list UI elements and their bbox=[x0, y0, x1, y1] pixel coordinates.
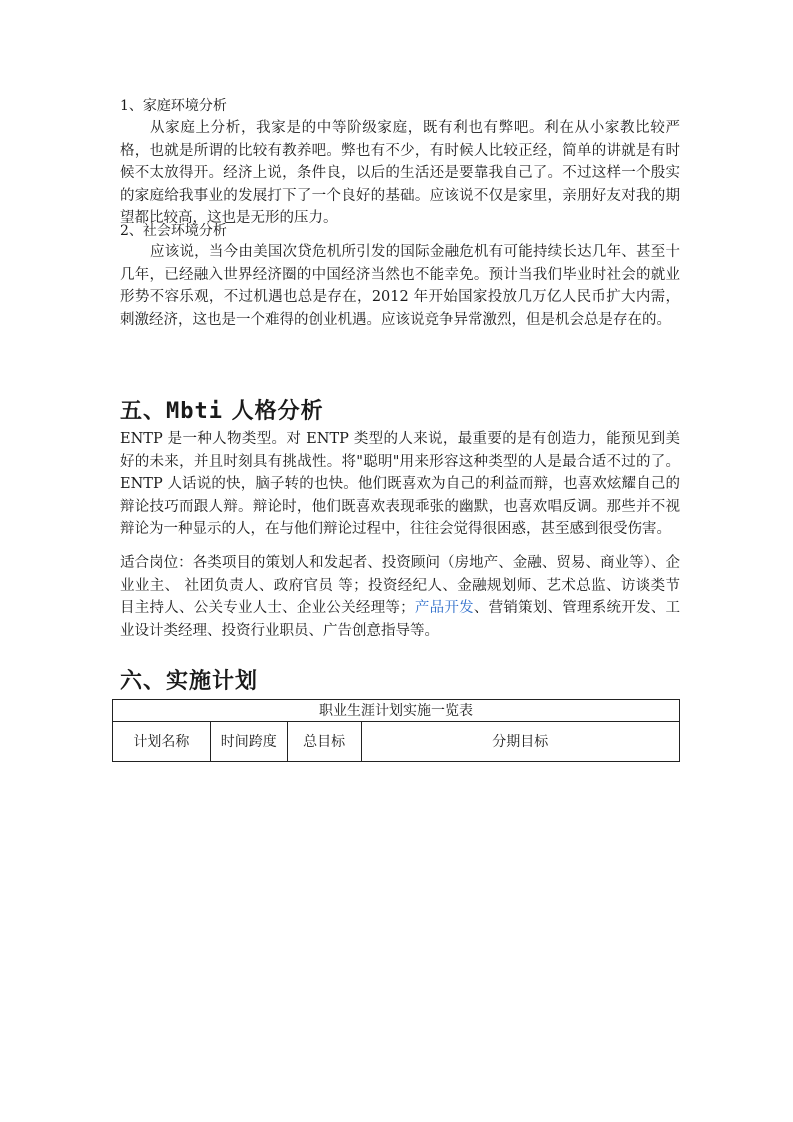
product-development-link[interactable]: 产品开发 bbox=[414, 600, 474, 616]
society-analysis-heading: 2、社会环境分析 bbox=[120, 223, 227, 239]
family-analysis-heading: 1、家庭环境分析 bbox=[120, 98, 227, 114]
entp-description: ENTP 是一种人物类型。对 ENTP 类型的人来说，最重要的是有创造力，能预见到美好的未来，并且时刻具有挑战性。将"聪明"用来形容这种类型的人是最合适不过的了。 ENTP 人话说的快，脑子转的也快。他们既喜欢为自己的利益而辩，也喜欢炫耀自己的辩论技巧而跟人辩。辩论时，他们既喜欢表现乖张的幽默，也喜欢唱反调。那些并不视辩论为一种显示的人，在与他们辩论过程中，往往会觉得很困惑，甚至感到很受伤害。 bbox=[120, 431, 680, 537]
mbti-title-mono: Mbti bbox=[166, 399, 223, 424]
table-header-overall-goal: 总目标 bbox=[287, 722, 361, 762]
mbti-title-suffix: 人格分析 bbox=[223, 399, 324, 424]
table-caption: 职业生涯计划实施一览表 bbox=[113, 700, 680, 722]
table-header-time-span: 时间跨度 bbox=[210, 722, 287, 762]
career-plan-table bbox=[112, 699, 680, 762]
mbti-title-prefix: 五、 bbox=[120, 399, 167, 424]
suitable-jobs bbox=[120, 552, 680, 642]
suitable-jobs-text-a: 适合岗位：各类项目的策划人和发起者、投资顾问（房地产、金融、贸易、商业等）、企业业主、 社团负责人、政府官员 等；投资经纪人、金融规划师、艺术总监、访谈类节目主持人、公关专业人士、企业公关经理等； bbox=[120, 555, 680, 616]
mbti-section-title bbox=[120, 394, 324, 425]
table-header-phase-goals: 分期目标 bbox=[361, 722, 679, 762]
suitable-jobs-text-b: 、营销策划、管理系统开发、工业设计类经理、投资行业职员、广告创意指导等。 bbox=[120, 600, 681, 639]
family-analysis-body: 从家庭上分析，我家是的中等阶级家庭，既有利也有弊吧。利在从小家教比较严格，也就是所谓的比较有教养吧。弊也有不少，有时候人比较正经，简单的讲就是有时候不太放得开。经济上说，条件良，以后的生活还是要靠我自己了。不过这样一个殷实的家庭给我事业的发展打下了一个良好的基础。应该说不仅是家里，亲朋好友对我的期望都比较高，这也是无形的压力。 bbox=[120, 120, 680, 226]
society-analysis-body: 应该说，当今由美国次贷危机所引发的国际金融危机有可能持续长达几年、甚至十几年，已经融入世界经济圈的中国经济当然也不能幸免。预计当我们毕业时社会的就业形势不容乐观，不过机遇也总是存在，2012 年开始国家投放几万亿人民币扩大内需，刺激经济，这也是一个难得的创业机遇。应该说竞争异常激烈，但是机会总是存在的。 bbox=[120, 244, 680, 328]
table-header-plan-name: 计划名称 bbox=[113, 722, 211, 762]
implementation-plan-title: 六、实施计划 bbox=[120, 669, 259, 694]
